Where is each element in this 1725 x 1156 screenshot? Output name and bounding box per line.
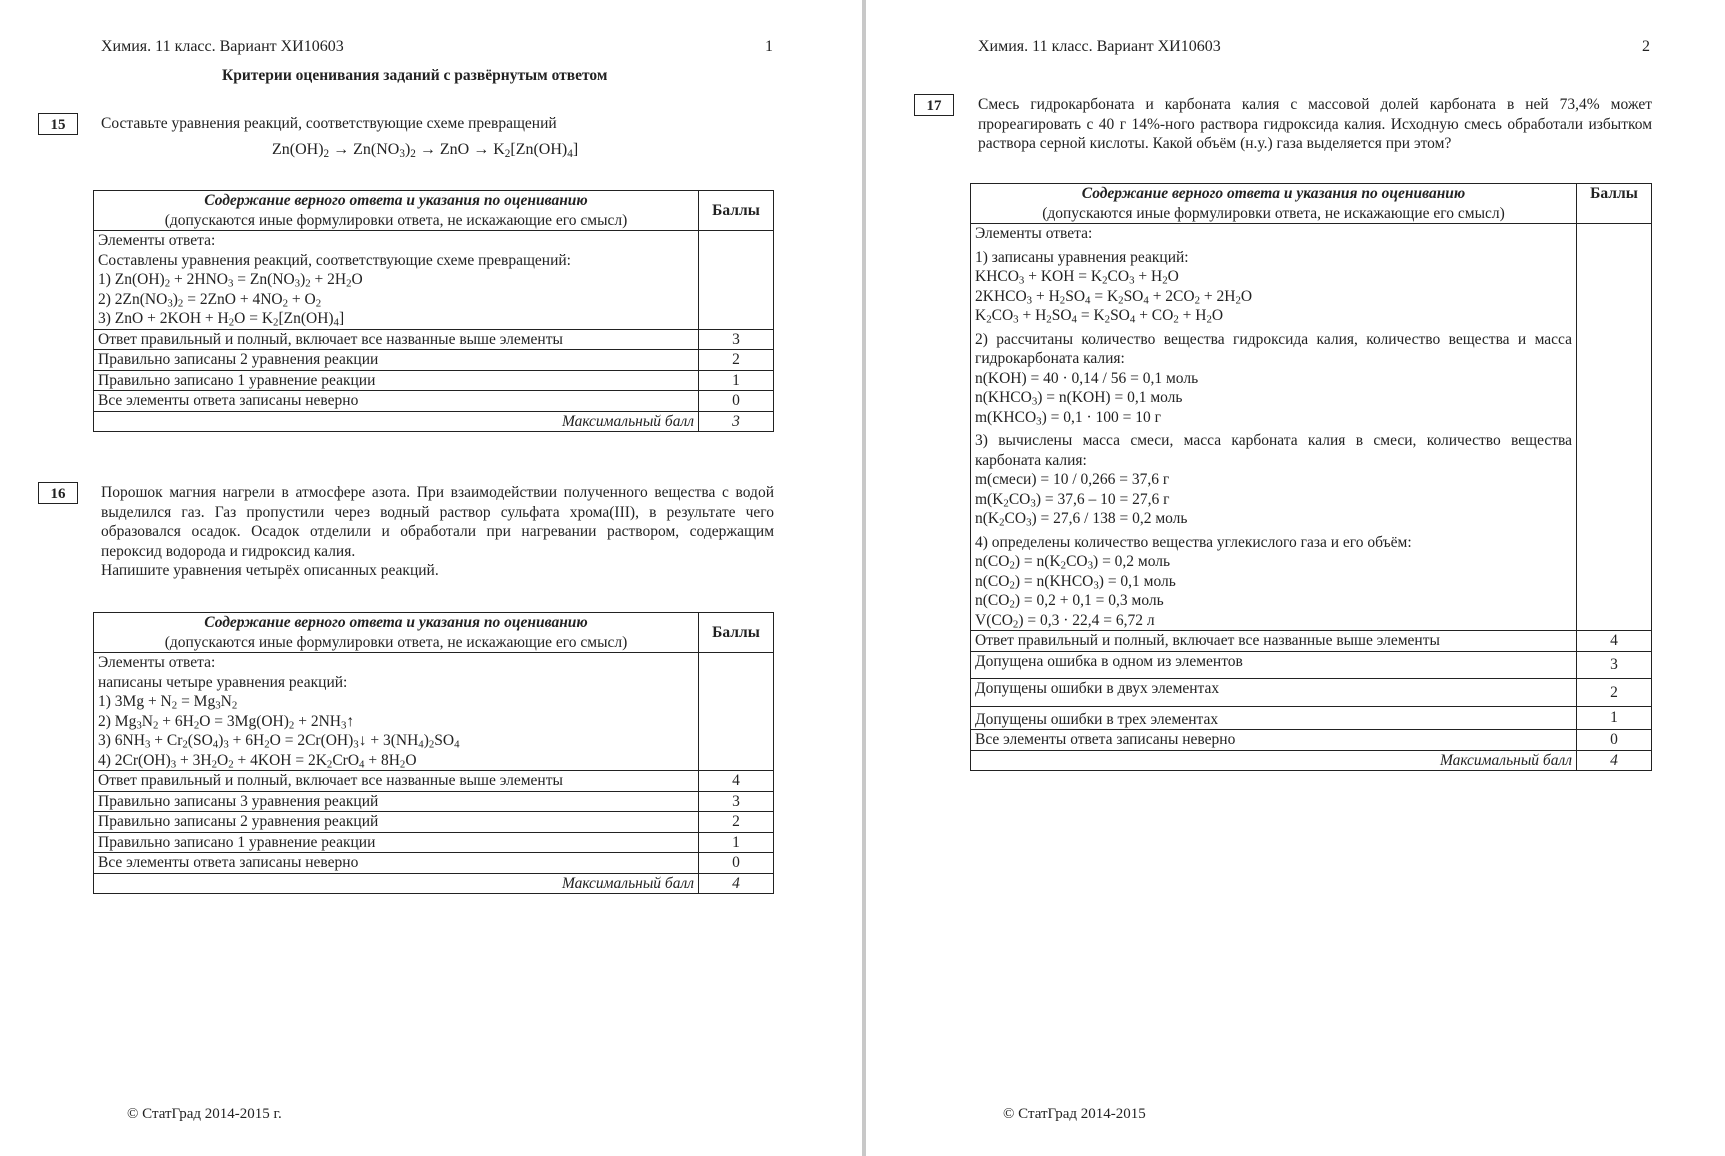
task-15-criteria-table (93, 190, 774, 432)
table-header-content: Содержание верного ответа и указания по оцениванию (допускаются иные формулировки ответа, не искажающие его смысл) (94, 191, 699, 231)
calculation: $n(KHCO_3) = n(KOH) = 0,1$ моль (975, 389, 1183, 408)
calculation: m(смеси) = 10 / 0,266 = 37,6 г (975, 471, 1170, 488)
criteria-row: Ответ правильный и полный, включает все названные выше элементы 4 (94, 771, 774, 792)
equation: $K_2CO_3 + H_2SO_4 = K_2SO_4 + CO_2 + H_2O$ (975, 307, 1224, 326)
task-number-badge: 15 (38, 113, 78, 135)
max-score-row: Максимальный балл 3 (94, 411, 774, 432)
page-2 (866, 0, 1725, 1156)
criteria-row: Все элементы ответа записаны неверно 0 (971, 730, 1652, 751)
calculation: $n(CO_2)$ = $n(KHCO_3) = 0,1$ моль (975, 572, 1176, 592)
calculation: $V(CO_2) = 0,3 \cdot 22,4 = 6,72$ л (975, 611, 1155, 631)
task-16-text: Порошок магния нагрели в атмосфере азота. При взаимодействии полученного вещества с водой выделился газ. Газ пропустили через водный раствор сульфата хрома(III), в результате чего образовался осадок. Осадок отделили и обработали при нагревании раствором, содержащим пероксид водорода и гидроксид калия. Напишите уравнения четырёх описанных реакций. (101, 484, 774, 579)
table-header-content: Содержание верного ответа и указания по оцениванию (допускаются иные формулировки ответа, не искажающие его смысл) (94, 613, 699, 653)
criteria-row: Все элементы ответа записаны неверно 0 (94, 853, 774, 874)
task-15-scheme: $Zn(OH)_2 \to Zn(NO_3)_2$ → ZnO → $K_2[Zn(OH)_4]$ (272, 141, 579, 160)
equation: 4) $2Cr(OH)_3 + 3H_2O_2 + 4KOH = 2K_2CrO_4 + 8H_2O$ (98, 751, 417, 771)
calculation: $m(K_2CO_3) = 37,6 - 10 = 27,6$ г (975, 490, 1170, 510)
task-17-answer-elements: Элементы ответа: 1) записаны уравнения реакций: $KHCO_3$ + KOH = $K_2CO_3 + H_2O$ $2KHCO_3 + H_2SO_4 = K_2SO_4 + 2CO_2 + 2H_2O$ $K_2CO_3 + H_2SO_4 = K_2SO_4 + CO_2 + H_2O$ 2) рассчитаны количество вещества гидроксида калия, количество вещества и масса гидрокарбоната калия: n(KOH) = 40 · 0,14 / 56 = 0,1 моль $n(KHCO_3) = n(KOH) = 0,1$ моль $m(KHCO_3) = 0,1 \cdot 100 = 10$ г 3) вычислены масса смеси, масса карбоната калия в смеси, количество вещества карбоната калия: m(смеси) = 10 / 0,266 = 37,6 г $m(K_2CO_3) = 37,6 - 10 = 27,6$ г $n(K_2CO_3) = 27,6 / 138 = 0,2$ моль 4) определены количество вещества углекислого газа и его объём: $n(CO_2) = n(K_2CO_3) = 0,2$ моль $n(CO_2)$ = $n(KHCO_3) = 0,1$ моль $n(CO_2) = 0,2 + 0,1 = 0,3$ моль $V(CO_2) = 0,3 \cdot 22,4 = 6,72$ л (971, 224, 1577, 631)
page-footer: © СтатГрад 2014-2015 г. (127, 1106, 282, 1122)
page-number: 2 (1642, 38, 1650, 55)
task-number-badge: 16 (38, 482, 78, 504)
page-footer: © СтатГрад 2014-2015 (1003, 1106, 1146, 1122)
page-1 (0, 0, 862, 1156)
task-16-criteria-table (93, 612, 774, 894)
criteria-row: Правильно записаны 2 уравнения реакций 2 (94, 812, 774, 833)
task-16-answer-elements: Элементы ответа: написаны четыре уравнения реакций: 1) $3Mg + N_2 = Mg_3N_2$ 2) $Mg_3N_2 + 6H_2O = 3Mg(OH)_2$ + $2NH_3↑$ 3) $6NH_3 + Cr_2(SO_4)_3 + 6H_2O$ = $2Cr(OH)_3↓ + 3(NH_4)_2SO_4$ 4) $2Cr(OH)_3 + 3H_2O_2 + 4KOH = 2K_2CrO_4 + 8H_2O$ (94, 653, 699, 771)
page-header-title: Химия. 11 класс. Вариант ХИ10603 (978, 38, 1221, 55)
task-15-answer-elements: Элементы ответа: Составлены уравнения реакций, соответствующие схеме превращений: 1) $Zn(OH)_2 + 2HNO_3 = Zn(NO_3)_2 + 2H_2O$ 2) $2Zn(NO_3)_2 = 2ZnO + 4NO_2 + O_2$ 3) ZnO + $2KOH + H_2O = K_2[Zn(OH)_4]$ (94, 231, 699, 330)
max-score-row: Максимальный балл 4 (94, 873, 774, 894)
task-17-text: Смесь гидрокарбоната и карбоната калия с массовой долей карбоната в ней 73,4% может прореагировать с 40 г 14%-ного раствора гидроксида калия. Исходную смесь обработали избытком раствора серной кислоты. Какой объём (н.у.) газа выделяется при этом? (978, 96, 1652, 152)
calculation: $m(KHCO_3) = 0,1 \cdot 100 = 10$ г (975, 408, 1161, 428)
criteria-row: Правильно записано 1 уравнение реакции 1 (94, 832, 774, 853)
equation: $2KHCO_3 + H_2SO_4 = K_2SO_4 + 2CO_2 + 2H_2O$ (975, 287, 1253, 307)
equation: 3) ZnO + $2KOH + H_2O = K_2[Zn(OH)_4]$ (98, 310, 345, 329)
equation: 2) $Mg_3N_2 + 6H_2O = 3Mg(OH)_2$ + $2NH_3↑$ (98, 712, 355, 732)
criteria-row: Правильно записаны 3 уравнения реакций 3 (94, 791, 774, 812)
max-score-row: Максимальный балл 4 (971, 750, 1652, 771)
table-header-points: Баллы (699, 191, 774, 231)
criteria-row: Правильно записано 1 уравнение реакции 1 (94, 370, 774, 391)
criteria-row: Допущены ошибки в двух элементах 2 (971, 679, 1652, 707)
task-17-criteria-table (970, 183, 1652, 771)
task-number-badge: 17 (914, 94, 954, 116)
calculation: $n(CO_2) = 0,2 + 0,1 = 0,3$ моль (975, 592, 1164, 611)
criteria-row: Допущены ошибки в трех элементах 1 (971, 706, 1652, 730)
calculation: n(KOH) = 40 · 0,14 / 56 = 0,1 моль (975, 369, 1199, 387)
table-header-points: Баллы (699, 613, 774, 653)
criteria-row: Ответ правильный и полный, включает все названные выше элементы 3 (94, 329, 774, 350)
equation: $KHCO_3$ + KOH = $K_2CO_3 + H_2O$ (975, 268, 1179, 287)
equation: 1) $Zn(OH)_2 + 2HNO_3 = Zn(NO_3)_2 + 2H_2O$ (98, 271, 363, 290)
page-number: 1 (765, 38, 773, 55)
criteria-row: Допущена ошибка в одном из элементов 3 (971, 651, 1652, 679)
page-header-title: Химия. 11 класс. Вариант ХИ10603 (101, 38, 344, 55)
criteria-row: Ответ правильный и полный, включает все названные выше элементы 4 (971, 631, 1652, 652)
table-header-content: Содержание верного ответа и указания по оцениванию (допускаются иные формулировки ответа, не искажающие его смысл) (971, 184, 1577, 224)
criteria-row: Правильно записаны 2 уравнения реакции 2 (94, 350, 774, 371)
equation: 2) $2Zn(NO_3)_2 = 2ZnO + 4NO_2 + O_2$ (98, 290, 322, 310)
equation: 3) $6NH_3 + Cr_2(SO_4)_3 + 6H_2O$ = $2Cr(OH)_3↓ + 3(NH_4)_2SO_4$ (98, 732, 460, 751)
task-15-text: Составьте уравнения реакций, соответствующие схеме превращений (101, 115, 557, 132)
calculation: $n(CO_2) = n(K_2CO_3) = 0,2$ моль (975, 553, 1171, 572)
calculation: $n(K_2CO_3) = 27,6 / 138 = 0,2$ моль (975, 510, 1188, 529)
table-header-points: Баллы (1577, 184, 1652, 224)
equation: 1) $3Mg + N_2 = Mg_3N_2$ (98, 693, 238, 712)
criteria-row: Все элементы ответа записаны неверно 0 (94, 391, 774, 412)
main-heading: Критерии оценивания заданий с развёрнутым ответом (222, 67, 608, 84)
